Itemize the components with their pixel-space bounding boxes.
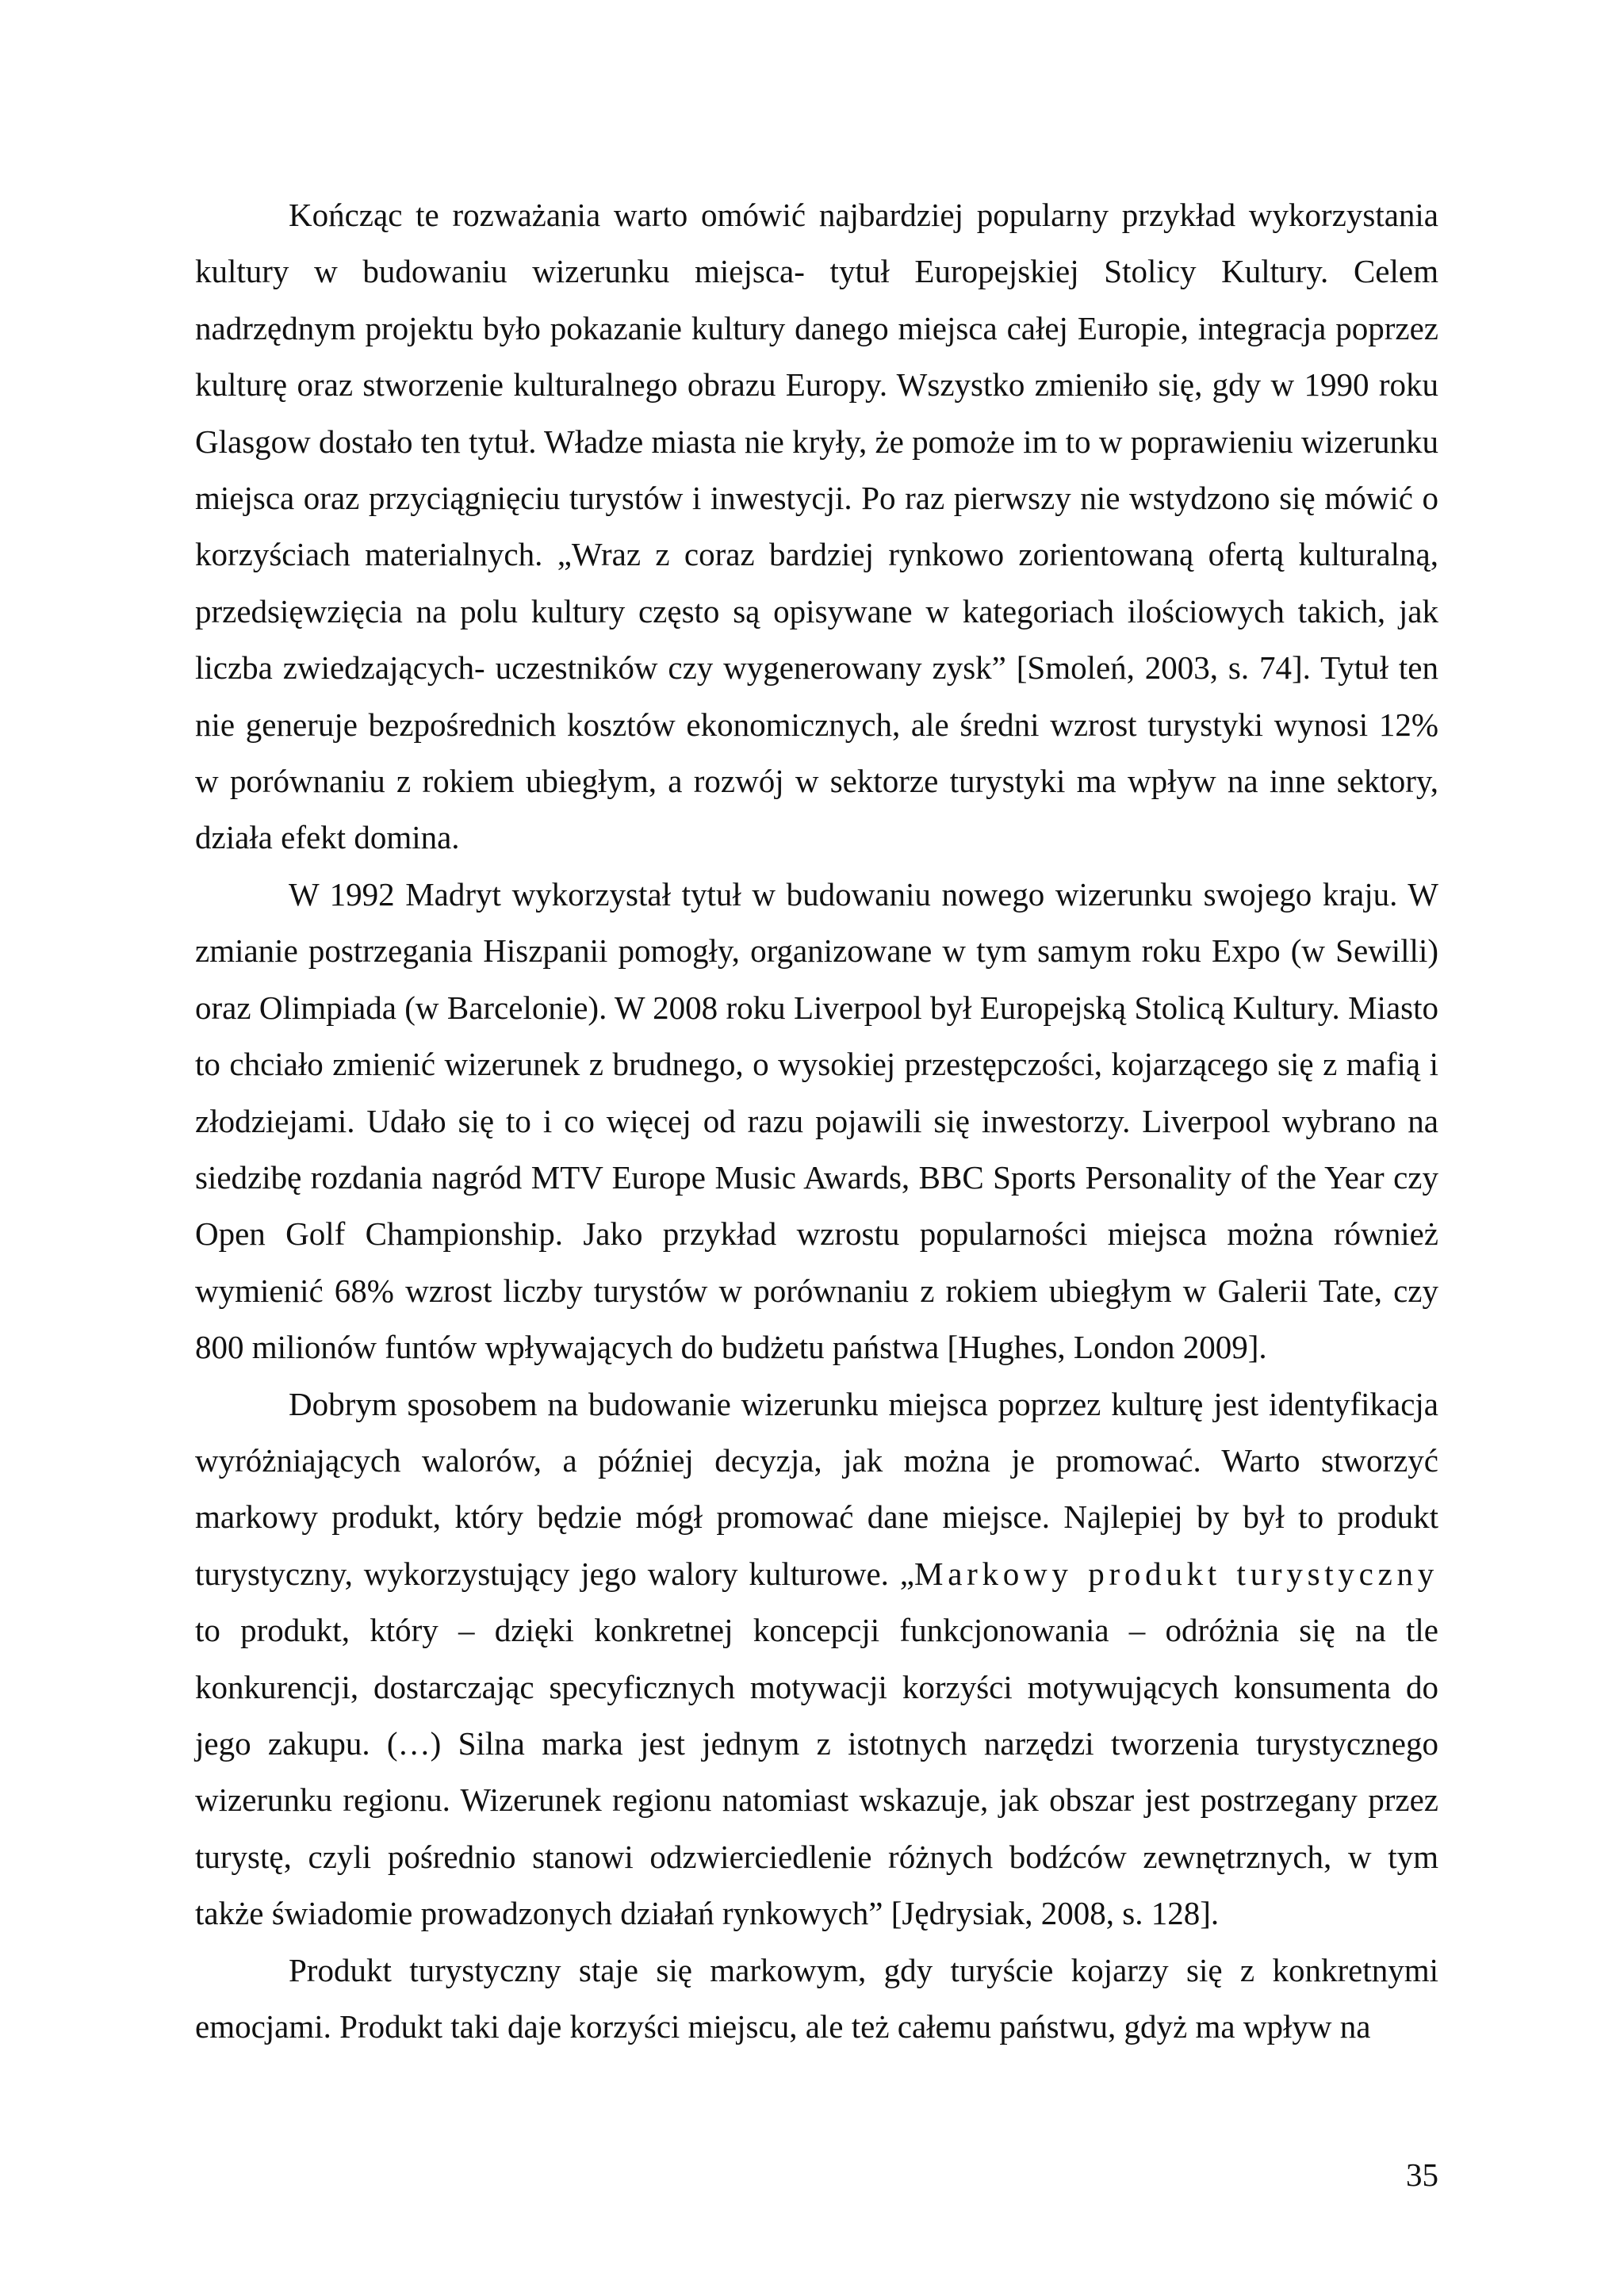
page-number: 35	[1406, 2156, 1438, 2193]
paragraph-branded-product	[195, 1376, 1438, 1942]
paragraph-european-capital-of-culture: Kończąc te rozważania warto omówić najbardziej popularny przykład wykorzystania kultury w budowaniu wizerunku miejsca- tytuł Europejskiej Stolicy Kultury. Celem nadrzędnym projektu było pokazanie kultury danego miejsca całej Europie, integracja poprzez kulturę oraz stworzenie kulturalnego obrazu Europy. Wszystko zmieniło się, gdy w 1990 roku Glasgow dostało ten tytuł. Władze miasta nie kryły, że pomoże im to w poprawieniu wizerunku miejsca oraz przyciągnięciu turystów i inwestycji. Po raz pierwszy nie wstydzono się mówić o korzyściach materialnych. „Wraz z coraz bardziej rynkowo zorientowaną ofertą kulturalną, przedsięwzięcia na polu kultury często są opisywane w kategoriach ilościowych takich, jak liczba zwiedzających- uczestników czy wygenerowany zysk” [Smoleń, 2003, s. 74]. Tytuł ten nie generuje bezpośrednich kosztów ekonomicznych, ale średni wzrost turystyki wynosi 12% w porównaniu z rokiem ubiegłym, a rozwój w sektorze turystyki ma wpływ na inne sektory, działa efekt domina.	[195, 197, 1438, 856]
body-text	[195, 187, 1438, 2055]
spaced-term: Markowy produkt turystyczny	[914, 1555, 1438, 1592]
paragraph-branded-product-lead: Dobrym sposobem na budowanie wizerunku miejsca poprzez kulturę jest identyfikacja wyróżniających walorów, a później decyzja, jak można je promować. Warto stworzyć markowy produkt, który będzie mógł promować dane miejsce. Najlepiej by był to produkt turystyczny, wykorzystujący jego walory kulturowe. „	[195, 1385, 1438, 1592]
paragraph-branded-product-rest: to produkt, który – dzięki konkretnej koncepcji funkcjonowania – odróżnia się na tle konkurencji, dostarczając specyficznych motywacji korzyści motywujących konsumenta do jego zakupu. (…) Silna marka jest jednym z istotnych narzędzi tworzenia turystycznego wizerunku regionu. Wizerunek regionu natomiast wskazuje, jak obszar jest postrzegany przez turystę, czyli pośrednio stanowi odzwierciedlenie różnych bodźców zewnętrznych, w tym także świadomie prowadzonych działań rynkowych” [Jędrysiak, 2008, s. 128].	[195, 1612, 1438, 1932]
paragraph-tourist-product: Produkt turystyczny staje się markowym, gdy turyście kojarzy się z konkretnymi emocjami. Produkt taki daje korzyści miejscu, ale też całemu państwu, gdyż ma wpływ na	[195, 1951, 1438, 2045]
paragraph-madrid-liverpool: W 1992 Madryt wykorzystał tytuł w budowaniu nowego wizerunku swojego kraju. W zmianie postrzegania Hiszpanii pomogły, organizowane w tym samym roku Expo (w Sewilli) oraz Olimpiada (w Barcelonie). W 2008 roku Liverpool był Europejską Stolicą Kultury. Miasto to chciało zmienić wizerunek z brudnego, o wysokiej przestępczości, kojarzącego się z mafią i złodziejami. Udało się to i co więcej od razu pojawili się inwestorzy. Liverpool wybrano na siedzibę rozdania nagród MTV Europe Music Awards, BBC Sports Personality of the Year czy Open Golf Championship. Jako przykład wzrostu popularności miejsca można również wymienić 68% wzrost liczby turystów w porównaniu z rokiem ubiegłym w Galerii Tate, czy 800 milionów funtów wpływających do budżetu państwa [Hughes, London 2009].	[195, 875, 1438, 1366]
